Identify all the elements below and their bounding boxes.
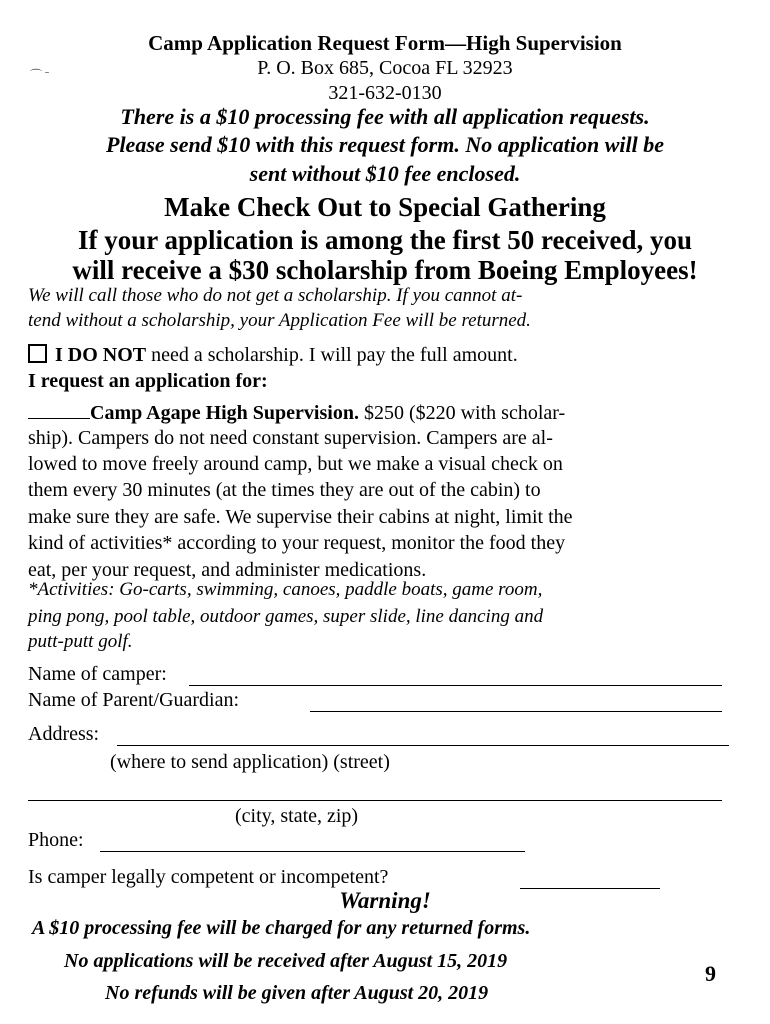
camp-option <box>28 400 565 423</box>
activities-line: *Activities: Go-carts, swimming, canoes, paddle boats, game room, <box>28 579 543 600</box>
page-number: 9 <box>705 961 716 986</box>
address-label: Address: <box>28 723 100 745</box>
camper-name-label: Name of camper: <box>28 663 167 685</box>
activities-line: ping pong, pool table, outdoor games, super slide, line dancing and <box>28 606 544 627</box>
city-state-zip-field[interactable] <box>28 800 722 801</box>
parent-name-label: Name of Parent/Guardian: <box>28 689 240 711</box>
refund-deadline: No refunds will be given after August 20, 2019 <box>105 982 489 1004</box>
phone-field[interactable] <box>100 851 525 852</box>
request-label: I request an application for: <box>28 370 268 392</box>
street-address-field[interactable] <box>117 745 729 746</box>
camp-description-line: them every 30 minutes (at the times they are out of the cabin) to <box>28 479 541 501</box>
call-notice-line-2: tend without a scholarship, your Application Fee will be returned. <box>28 310 531 331</box>
mailing-address: P. O. Box 685, Cocoa FL 32923 <box>257 57 513 79</box>
no-scholarship-emphasis: I DO NOT <box>55 344 147 366</box>
camp-selection-blank[interactable] <box>28 400 90 419</box>
camp-description-line: make sure they are safe. We supervise their cabins at night, limit the <box>28 506 573 528</box>
returned-forms-fee: A $10 processing fee will be charged for any returned forms. <box>32 917 531 939</box>
scholarship-notice-line-1: If your application is among the first 50 received, you <box>78 225 692 255</box>
check-payee-notice: Make Check Out to Special Gathering <box>164 192 606 222</box>
camp-description-line: kind of activities* according to your request, monitor the food they <box>28 532 566 554</box>
phone-number: 321-632-0130 <box>328 82 442 104</box>
no-scholarship-text: need a scholarship. I will pay the full amount. <box>146 344 518 366</box>
scan-mark: ⌒ ˉ <box>30 68 49 82</box>
fee-notice-line-3: sent without $10 fee enclosed. <box>249 161 521 186</box>
scholarship-notice-line-2: will receive a $30 scholarship from Boeing Employees! <box>72 255 698 285</box>
camp-description-line: eat, per your request, and administer medications. <box>28 559 427 581</box>
camp-name: Camp Agape High Supervision. <box>90 402 359 424</box>
camp-description-line: ship). Campers do not need constant supervision. Campers are al- <box>28 427 553 449</box>
competency-question: Is camper legally competent or incompetent? <box>28 866 389 888</box>
no-scholarship-checkbox[interactable] <box>28 344 47 363</box>
call-notice-line-1: We will call those who do not get a scholarship. If you cannot at- <box>28 285 523 306</box>
form-title: Camp Application Request Form—High Supervision <box>148 31 622 55</box>
fee-notice-line-1: There is a $10 processing fee with all application requests. <box>120 104 650 129</box>
warning-title: Warning! <box>339 888 431 913</box>
camper-name-field[interactable] <box>189 685 722 686</box>
application-deadline: No applications will be received after August 15, 2019 <box>64 950 508 972</box>
city-state-zip-hint: (city, state, zip) <box>235 805 359 827</box>
no-scholarship-option <box>28 344 518 365</box>
camp-description-line: lowed to move freely around camp, but we make a visual check on <box>28 453 563 475</box>
fee-notice-line-2: Please send $10 with this request form. No application will be <box>106 132 664 157</box>
phone-label: Phone: <box>28 829 84 851</box>
parent-name-field[interactable] <box>310 711 722 712</box>
activities-line: putt-putt golf. <box>28 631 133 652</box>
camp-price: $250 ($220 with scholar- <box>358 402 566 424</box>
street-hint: (where to send application) (street) <box>110 751 390 773</box>
